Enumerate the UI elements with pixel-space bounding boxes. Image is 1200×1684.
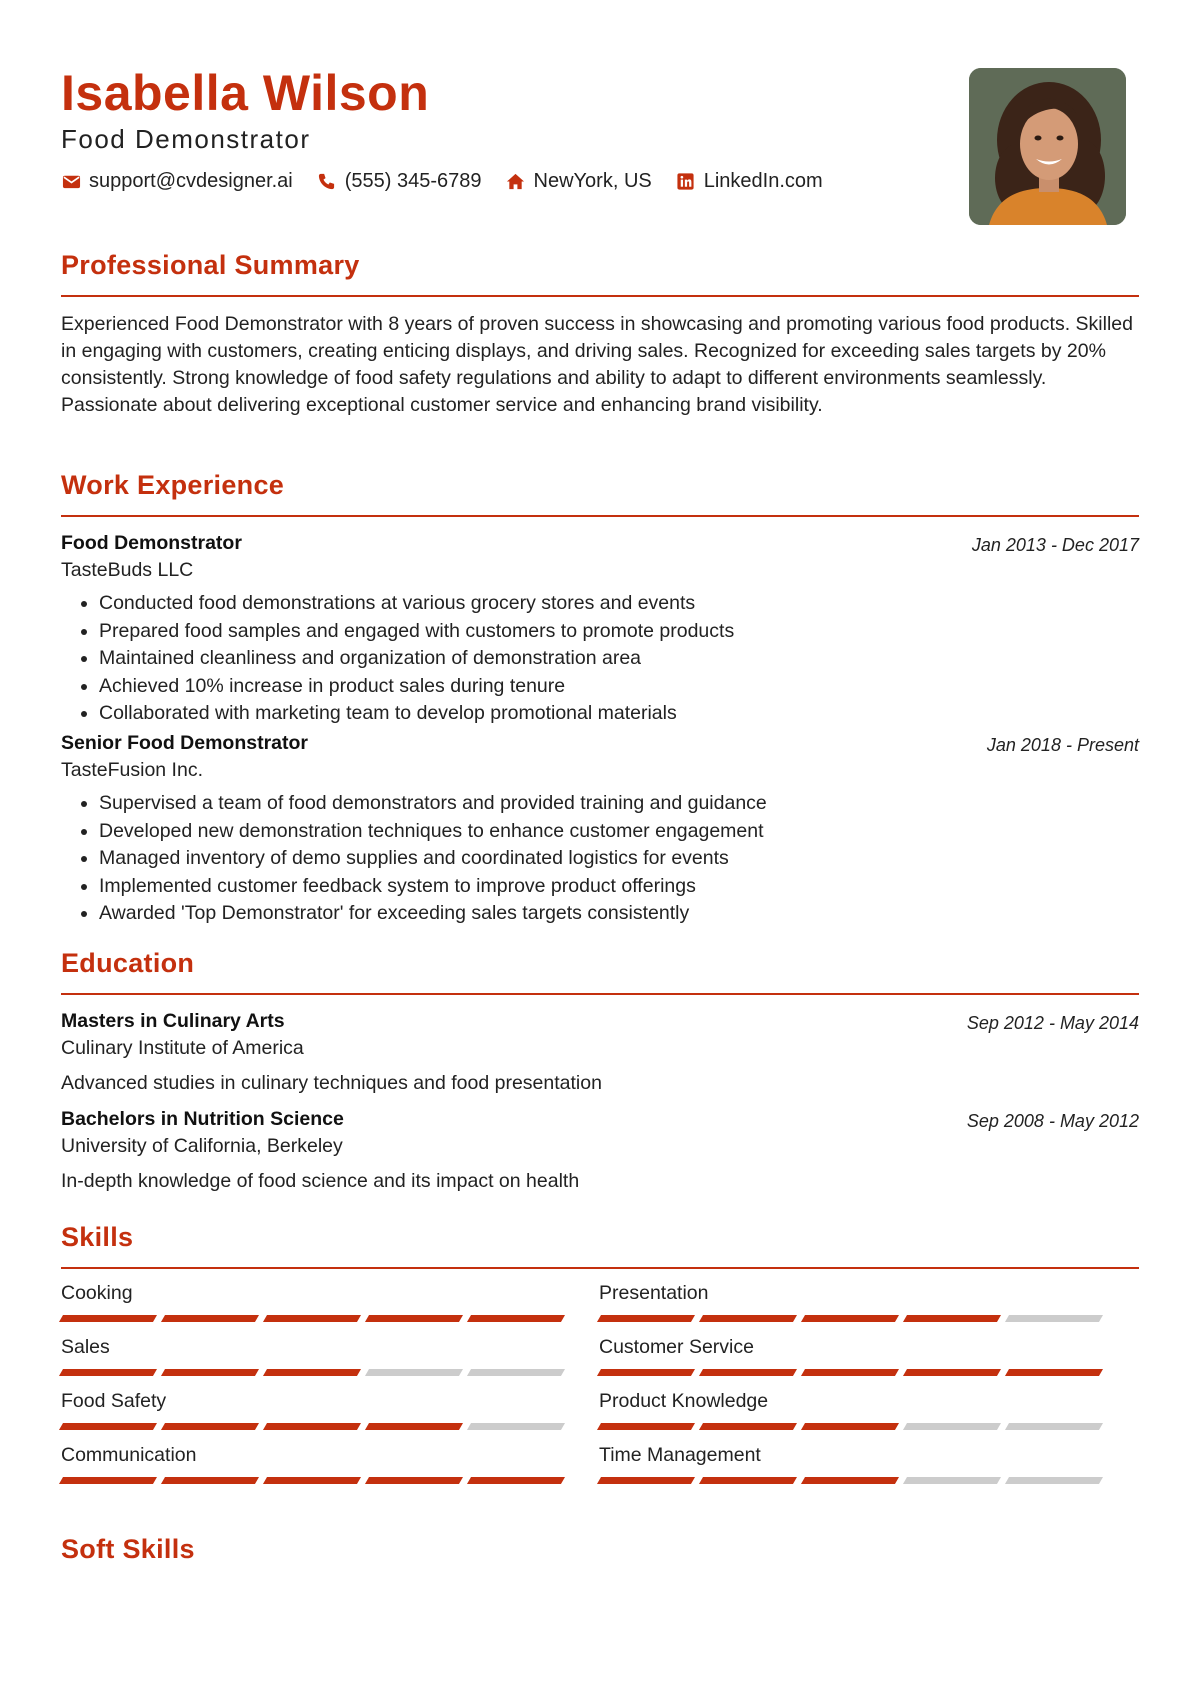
skill-level-segment-filled xyxy=(801,1315,899,1322)
phone-icon xyxy=(317,172,337,192)
skill-level-segment-filled xyxy=(699,1423,797,1430)
summary-heading: Professional Summary xyxy=(61,250,360,280)
contact-email[interactable] xyxy=(61,170,293,193)
section-divider xyxy=(61,993,1139,995)
skill-level-bar xyxy=(61,1315,571,1322)
skill-level-bar xyxy=(599,1315,1109,1322)
degree-name: Bachelors in Nutrition Science xyxy=(61,1108,344,1130)
skill-level-segment-filled xyxy=(59,1477,157,1484)
skill-level-segment-filled xyxy=(263,1423,361,1430)
skill-name: Presentation xyxy=(599,1282,709,1304)
skill-level-segment-filled xyxy=(1005,1369,1103,1376)
skill-item xyxy=(599,1282,1109,1322)
skill-level-segment-filled xyxy=(263,1315,361,1322)
skill-name: Time Management xyxy=(599,1444,761,1466)
job-bullet: • Developed new demonstration techniques to enhance customer engagement xyxy=(99,818,1139,846)
job-bullet: • Conducted food demonstrations at various grocery stores and events xyxy=(99,590,1139,618)
skill-level-segment-filled xyxy=(263,1477,361,1484)
section-divider xyxy=(61,1267,1139,1269)
skill-name: Cooking xyxy=(61,1282,133,1304)
location-text: NewYork, US xyxy=(533,170,652,192)
skill-item xyxy=(599,1336,1109,1376)
job-bullet: • Collaborated with marketing team to develop promotional materials xyxy=(99,700,1139,728)
contact-row xyxy=(61,170,847,193)
skill-level-segment-filled xyxy=(597,1369,695,1376)
skill-level-segment-filled xyxy=(263,1369,361,1376)
soft-skills-heading: Soft Skills xyxy=(61,1534,195,1564)
section-divider xyxy=(61,295,1139,297)
skill-level-segment-empty xyxy=(467,1423,565,1430)
summary-section xyxy=(61,250,1139,419)
linkedin-icon xyxy=(676,172,696,192)
education-entry xyxy=(61,1108,1139,1193)
job-entry xyxy=(61,532,1139,728)
soft-skills-section xyxy=(61,1534,1139,1565)
linkedin-text: LinkedIn.com xyxy=(703,170,823,192)
profile-photo xyxy=(969,68,1126,225)
skill-level-segment-filled xyxy=(59,1423,157,1430)
summary-text: Experienced Food Demonstrator with 8 years of proven success in showcasing and promoting various food products. Skilled in engaging with customers, creating enticing displays, and driving sales. Recognized for exceeding sales targets by 20% consistently. Strong knowledge of food safety regulations and ability to adapt to different environments seamlessly. Passionate about delivering exceptional customer service and enhancing brand visibility. xyxy=(61,313,1133,416)
skill-level-bar xyxy=(61,1477,571,1484)
job-bullet: • Maintained cleanliness and organization of demonstration area xyxy=(99,645,1139,673)
job-dates: Jan 2018 - Present xyxy=(986,735,1139,755)
education-section xyxy=(61,948,1139,1208)
skill-item xyxy=(61,1282,571,1322)
job-bullet: • Prepared food samples and engaged with customers to promote products xyxy=(99,618,1139,646)
email-text: support@cvdesigner.ai xyxy=(89,170,293,192)
skill-level-segment-filled xyxy=(467,1315,565,1322)
skill-level-bar xyxy=(61,1369,571,1376)
skill-level-segment-filled xyxy=(699,1315,797,1322)
experience-section xyxy=(61,470,1139,940)
contact-linkedin[interactable] xyxy=(676,170,823,193)
skill-level-segment-empty xyxy=(903,1477,1001,1484)
skill-level-segment-filled xyxy=(365,1477,463,1484)
skill-level-segment-filled xyxy=(699,1477,797,1484)
job-company: TasteBuds LLC xyxy=(61,559,194,581)
job-bullet: • Supervised a team of food demonstrators and provided training and guidance xyxy=(99,790,1139,818)
skill-level-segment-empty xyxy=(1005,1477,1103,1484)
skill-item xyxy=(61,1390,571,1430)
job-bullet: • Awarded 'Top Demonstrator' for exceeding sales targets consistently xyxy=(99,900,1139,928)
skill-level-segment-filled xyxy=(467,1477,565,1484)
skill-level-segment-empty xyxy=(1005,1315,1103,1322)
job-bullet: • Managed inventory of demo supplies and coordinated logistics for events xyxy=(99,845,1139,873)
job-dates: Jan 2013 - Dec 2017 xyxy=(971,535,1139,555)
phone-text: (555) 345-6789 xyxy=(344,170,482,192)
job-role: Food Demonstrator xyxy=(61,532,242,554)
education-dates: Sep 2008 - May 2012 xyxy=(966,1111,1139,1131)
job-bullet: • Achieved 10% increase in product sales during tenure xyxy=(99,673,1139,701)
job-company: TasteFusion Inc. xyxy=(61,759,203,781)
skill-level-segment-empty xyxy=(365,1369,463,1376)
candidate-title: Food Demonstrator xyxy=(61,124,311,154)
home-icon xyxy=(506,172,526,192)
skill-level-bar xyxy=(599,1423,1109,1430)
contact-phone[interactable] xyxy=(317,170,482,193)
skill-level-segment-filled xyxy=(161,1477,259,1484)
skill-level-segment-filled xyxy=(365,1423,463,1430)
skill-level-segment-empty xyxy=(1005,1423,1103,1430)
job-role: Senior Food Demonstrator xyxy=(61,732,309,754)
skill-item xyxy=(599,1444,1109,1484)
experience-heading: Work Experience xyxy=(61,470,285,500)
school-name: University of California, Berkeley xyxy=(61,1135,343,1157)
skill-level-segment-filled xyxy=(161,1423,259,1430)
job-bullets xyxy=(61,590,1139,728)
skill-name: Sales xyxy=(61,1336,110,1358)
skill-level-segment-filled xyxy=(801,1477,899,1484)
education-description: Advanced studies in culinary techniques and food presentation xyxy=(61,1072,602,1094)
education-description: In-depth knowledge of food science and its impact on health xyxy=(61,1170,580,1192)
skill-level-bar xyxy=(599,1477,1109,1484)
skill-level-segment-filled xyxy=(59,1369,157,1376)
skill-level-segment-filled xyxy=(801,1369,899,1376)
skill-level-segment-filled xyxy=(597,1423,695,1430)
skill-level-segment-filled xyxy=(903,1369,1001,1376)
skills-heading: Skills xyxy=(61,1222,134,1252)
envelope-icon xyxy=(61,172,81,192)
section-divider xyxy=(61,515,1139,517)
skill-name: Communication xyxy=(61,1444,197,1466)
education-dates: Sep 2012 - May 2014 xyxy=(966,1013,1139,1033)
candidate-name: Isabella Wilson xyxy=(61,65,430,121)
skill-item xyxy=(599,1390,1109,1430)
skill-level-bar xyxy=(61,1423,571,1430)
skill-level-bar xyxy=(599,1369,1109,1376)
education-entry xyxy=(61,1010,1139,1095)
skill-level-segment-filled xyxy=(903,1315,1001,1322)
school-name: Culinary Institute of America xyxy=(61,1037,304,1059)
skill-name: Product Knowledge xyxy=(599,1390,769,1412)
skill-level-segment-filled xyxy=(161,1315,259,1322)
skill-level-segment-filled xyxy=(59,1315,157,1322)
education-heading: Education xyxy=(61,948,195,978)
skill-level-segment-empty xyxy=(903,1423,1001,1430)
skills-section xyxy=(61,1222,1139,1522)
skill-item xyxy=(61,1336,571,1376)
skill-level-segment-empty xyxy=(467,1369,565,1376)
job-bullet: • Implemented customer feedback system to improve product offerings xyxy=(99,873,1139,901)
job-entry xyxy=(61,732,1139,928)
skill-level-segment-filled xyxy=(699,1369,797,1376)
skill-level-segment-filled xyxy=(365,1315,463,1322)
skill-level-segment-filled xyxy=(597,1477,695,1484)
skill-level-segment-filled xyxy=(597,1315,695,1322)
degree-name: Masters in Culinary Arts xyxy=(61,1010,285,1032)
job-bullets xyxy=(61,790,1139,928)
skill-item xyxy=(61,1444,571,1484)
skill-level-segment-filled xyxy=(801,1423,899,1430)
skill-name: Food Safety xyxy=(61,1390,167,1412)
skill-name: Customer Service xyxy=(599,1336,754,1358)
contact-location xyxy=(506,170,652,193)
skill-level-segment-filled xyxy=(161,1369,259,1376)
